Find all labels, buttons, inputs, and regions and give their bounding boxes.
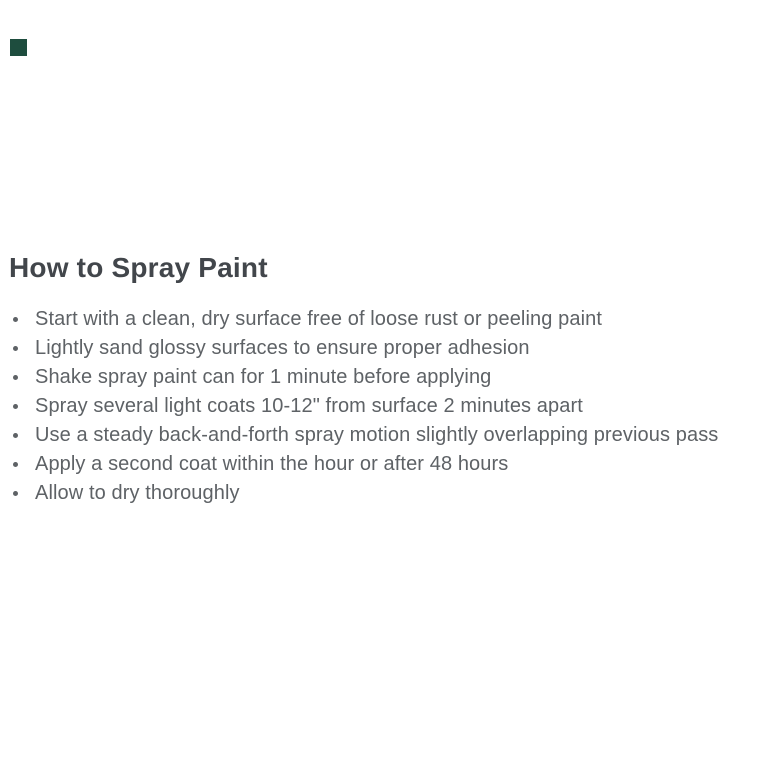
list-item <box>9 392 764 421</box>
bullet-icon <box>13 375 18 380</box>
section-title: How to Spray Paint <box>9 252 268 283</box>
list-item <box>9 450 764 479</box>
bullet-icon <box>13 433 18 438</box>
list-item <box>9 479 764 508</box>
list-item-text: Use a steady back-and-forth spray motion slightly overlapping previous pass <box>35 424 719 446</box>
bullet-icon <box>13 404 18 409</box>
bullet-icon <box>13 491 18 496</box>
bullet-icon <box>13 346 18 351</box>
bullet-icon <box>13 317 18 322</box>
list-item <box>9 363 764 392</box>
instructions-list <box>9 305 764 508</box>
list-item <box>9 334 764 363</box>
bullet-icon <box>13 462 18 467</box>
green-swatch-image <box>10 39 27 56</box>
list-item-text: Allow to dry thoroughly <box>35 482 240 504</box>
list-item-text: Spray several light coats 10-12" from surface 2 minutes apart <box>35 395 583 417</box>
product-description-section <box>9 251 764 508</box>
list-item <box>9 421 764 450</box>
list-item-text: Lightly sand glossy surfaces to ensure proper adhesion <box>35 337 530 359</box>
list-item-text: Apply a second coat within the hour or after 48 hours <box>35 453 509 475</box>
list-item <box>9 305 764 334</box>
list-item-text: Shake spray paint can for 1 minute before applying <box>35 366 492 388</box>
list-item-text: Start with a clean, dry surface free of loose rust or peeling paint <box>35 308 602 330</box>
